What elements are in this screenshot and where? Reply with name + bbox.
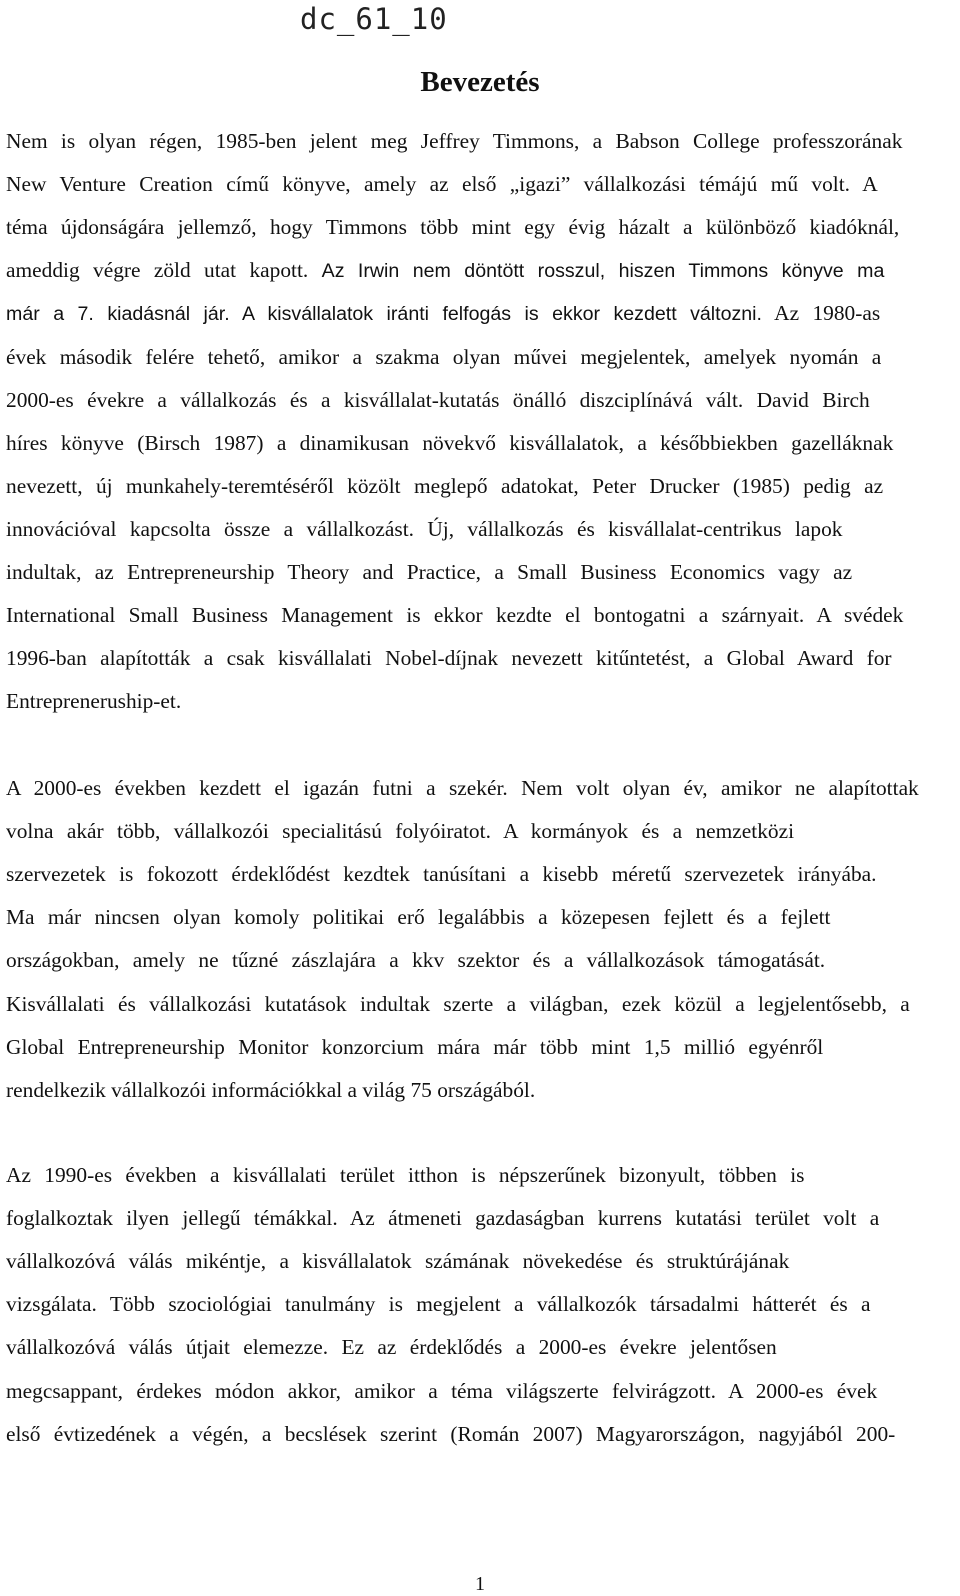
text-line xyxy=(6,991,910,1017)
text-run: Az 1980-as xyxy=(761,301,881,326)
text-run: Global Entrepreneurship Monitor konzorcium mára már több mint 1,5 millió egyénről xyxy=(6,1034,824,1059)
text-line xyxy=(6,1205,879,1231)
text-run: ameddig végre zöld utat kapott. xyxy=(6,258,322,283)
text-run: megcsappant, érdekes módon akkor, amikor a téma világszerte felvirágzott. A 2000-es évek xyxy=(6,1378,878,1403)
text-line xyxy=(6,387,870,413)
text-line xyxy=(6,775,919,801)
text-line xyxy=(6,1248,789,1274)
text-line xyxy=(6,1162,804,1188)
text-run: Entrepreneruship-et. xyxy=(6,689,182,714)
text-line xyxy=(6,861,877,887)
text-line xyxy=(6,128,902,154)
text-run: Ma már nincsen olyan komoly politikai erő legalábbis a közepesen fejlett és a fejlett xyxy=(6,905,831,930)
text-run: híres könyve (Birsch 1987) a dinamikusan növekvő kisvállalatok, a későbbiekben gazelláknak xyxy=(6,430,894,455)
text-run: szervezetek is fokozott érdeklődést kezdtek tanúsítani a kisebb méretű szervezetek irányába. xyxy=(6,862,877,887)
text-line xyxy=(6,171,878,197)
text-run: már a 7. kiadásnál jár. A kisvállalatok iránti felfogás is ekkor kezdett változni. xyxy=(6,303,762,326)
text-run: Az Irwin nem döntött rosszul, hiszen Timmons könyve ma xyxy=(321,260,885,283)
text-run: 2000-es évekre a vállalkozás és a kisvállalat-kutatás önálló diszciplínává vált. David Birch xyxy=(6,387,870,412)
text-run: A 2000-es években kezdett el igazán futni a szekér. Nem volt olyan év, amikor ne alapítottak xyxy=(6,776,919,800)
page-title: Bevezetés xyxy=(420,66,540,98)
text-line xyxy=(6,214,899,240)
text-run: foglalkoztak ilyen jellegű témákkal. Az átmeneti gazdaságban kurrens kutatási terület volt a xyxy=(6,1206,880,1231)
text-line xyxy=(6,344,881,370)
text-run: vállalkozóvá válás mikéntje, a kisvállalatok számának növekedése és struktúrájának xyxy=(6,1249,790,1274)
text-run: New Venture Creation című könyve, amely az első „igazi” vállalkozási témájú mű volt. A xyxy=(6,172,878,197)
text-line xyxy=(6,1034,823,1060)
text-line xyxy=(6,1334,777,1360)
text-line xyxy=(6,602,903,628)
text-line xyxy=(6,473,883,499)
text-line xyxy=(6,688,181,714)
text-run: országokban, amely ne tűzné zászlajára a kkv szektor és a vállalkozások támogatását. xyxy=(6,948,826,973)
text-run: első évtizedének a végén, a becslések szerint (Román 2007) Magyarországon, nagyjából 200- xyxy=(6,1421,896,1446)
text-line xyxy=(6,904,831,930)
text-line xyxy=(6,257,884,284)
text-run: Kisvállalati és vállalkozási kutatások indultak szerte a világban, ezek közül a legjelentősebb, a xyxy=(6,991,910,1016)
text-run: Nem is olyan régen, 1985-ben jelent meg Jeffrey Timmons, a Babson College professzorának xyxy=(6,129,903,153)
text-run: vállalkozóvá válás útjait elemezze. Ez az érdeklődés a 2000-es évekre jelentősen xyxy=(6,1335,777,1360)
text-run: indultak, az Entrepreneurship Theory and Practice, a Small Business Economics vagy az xyxy=(6,560,853,584)
text-run: Az 1990-es években a kisvállalati terület itthon is népszerűnek bizonyult, többen is xyxy=(6,1163,805,1187)
text-run: volna akár több, vállalkozói specialitású folyóiratot. A kormányok és a nemzetközi xyxy=(6,819,795,844)
text-line xyxy=(6,1291,871,1317)
text-line xyxy=(6,818,794,844)
text-line xyxy=(6,300,880,327)
text-run: téma újdonságára jellemző, hogy Timmons több mint egy évig házalt a különböző kiadóknál, xyxy=(6,215,900,240)
document-id: dc_61_10 xyxy=(300,2,448,36)
text-run: innovációval kapcsolta össze a vállalkozást. Új, vállalkozás és kisvállalat-centrikus lapok xyxy=(6,516,843,541)
text-run: évek második felére tehető, amikor a szakma olyan művei megjelentek, amelyek nyomán a xyxy=(6,344,882,369)
page-number: 1 xyxy=(475,1573,485,1595)
text-run: International Small Business Management is ekkor kezdte el bontogatni a szárnyait. A svédek xyxy=(6,603,904,628)
text-line xyxy=(6,1421,895,1447)
text-run: vizsgálata. Több szociológiai tanulmány is megjelent a vállalkozók társadalmi hátterét és a xyxy=(6,1292,871,1317)
text-line xyxy=(6,1077,535,1103)
text-run: 1996-ban alapították a csak kisvállalati Nobel-díjnak nevezett kitűntetést, a Global Award for xyxy=(6,646,892,671)
text-line xyxy=(6,645,892,671)
text-line xyxy=(6,1378,877,1404)
text-line xyxy=(6,947,825,973)
text-line xyxy=(6,430,893,456)
text-run: rendelkezik vállalkozói információkkal a világ 75 országából. xyxy=(6,1077,536,1102)
text-run: nevezett, új munkahely-teremtéséről közölt meglepő adatokat, Peter Drucker (1985) pedig az xyxy=(6,473,884,498)
text-line xyxy=(6,559,852,585)
text-line xyxy=(6,516,842,542)
